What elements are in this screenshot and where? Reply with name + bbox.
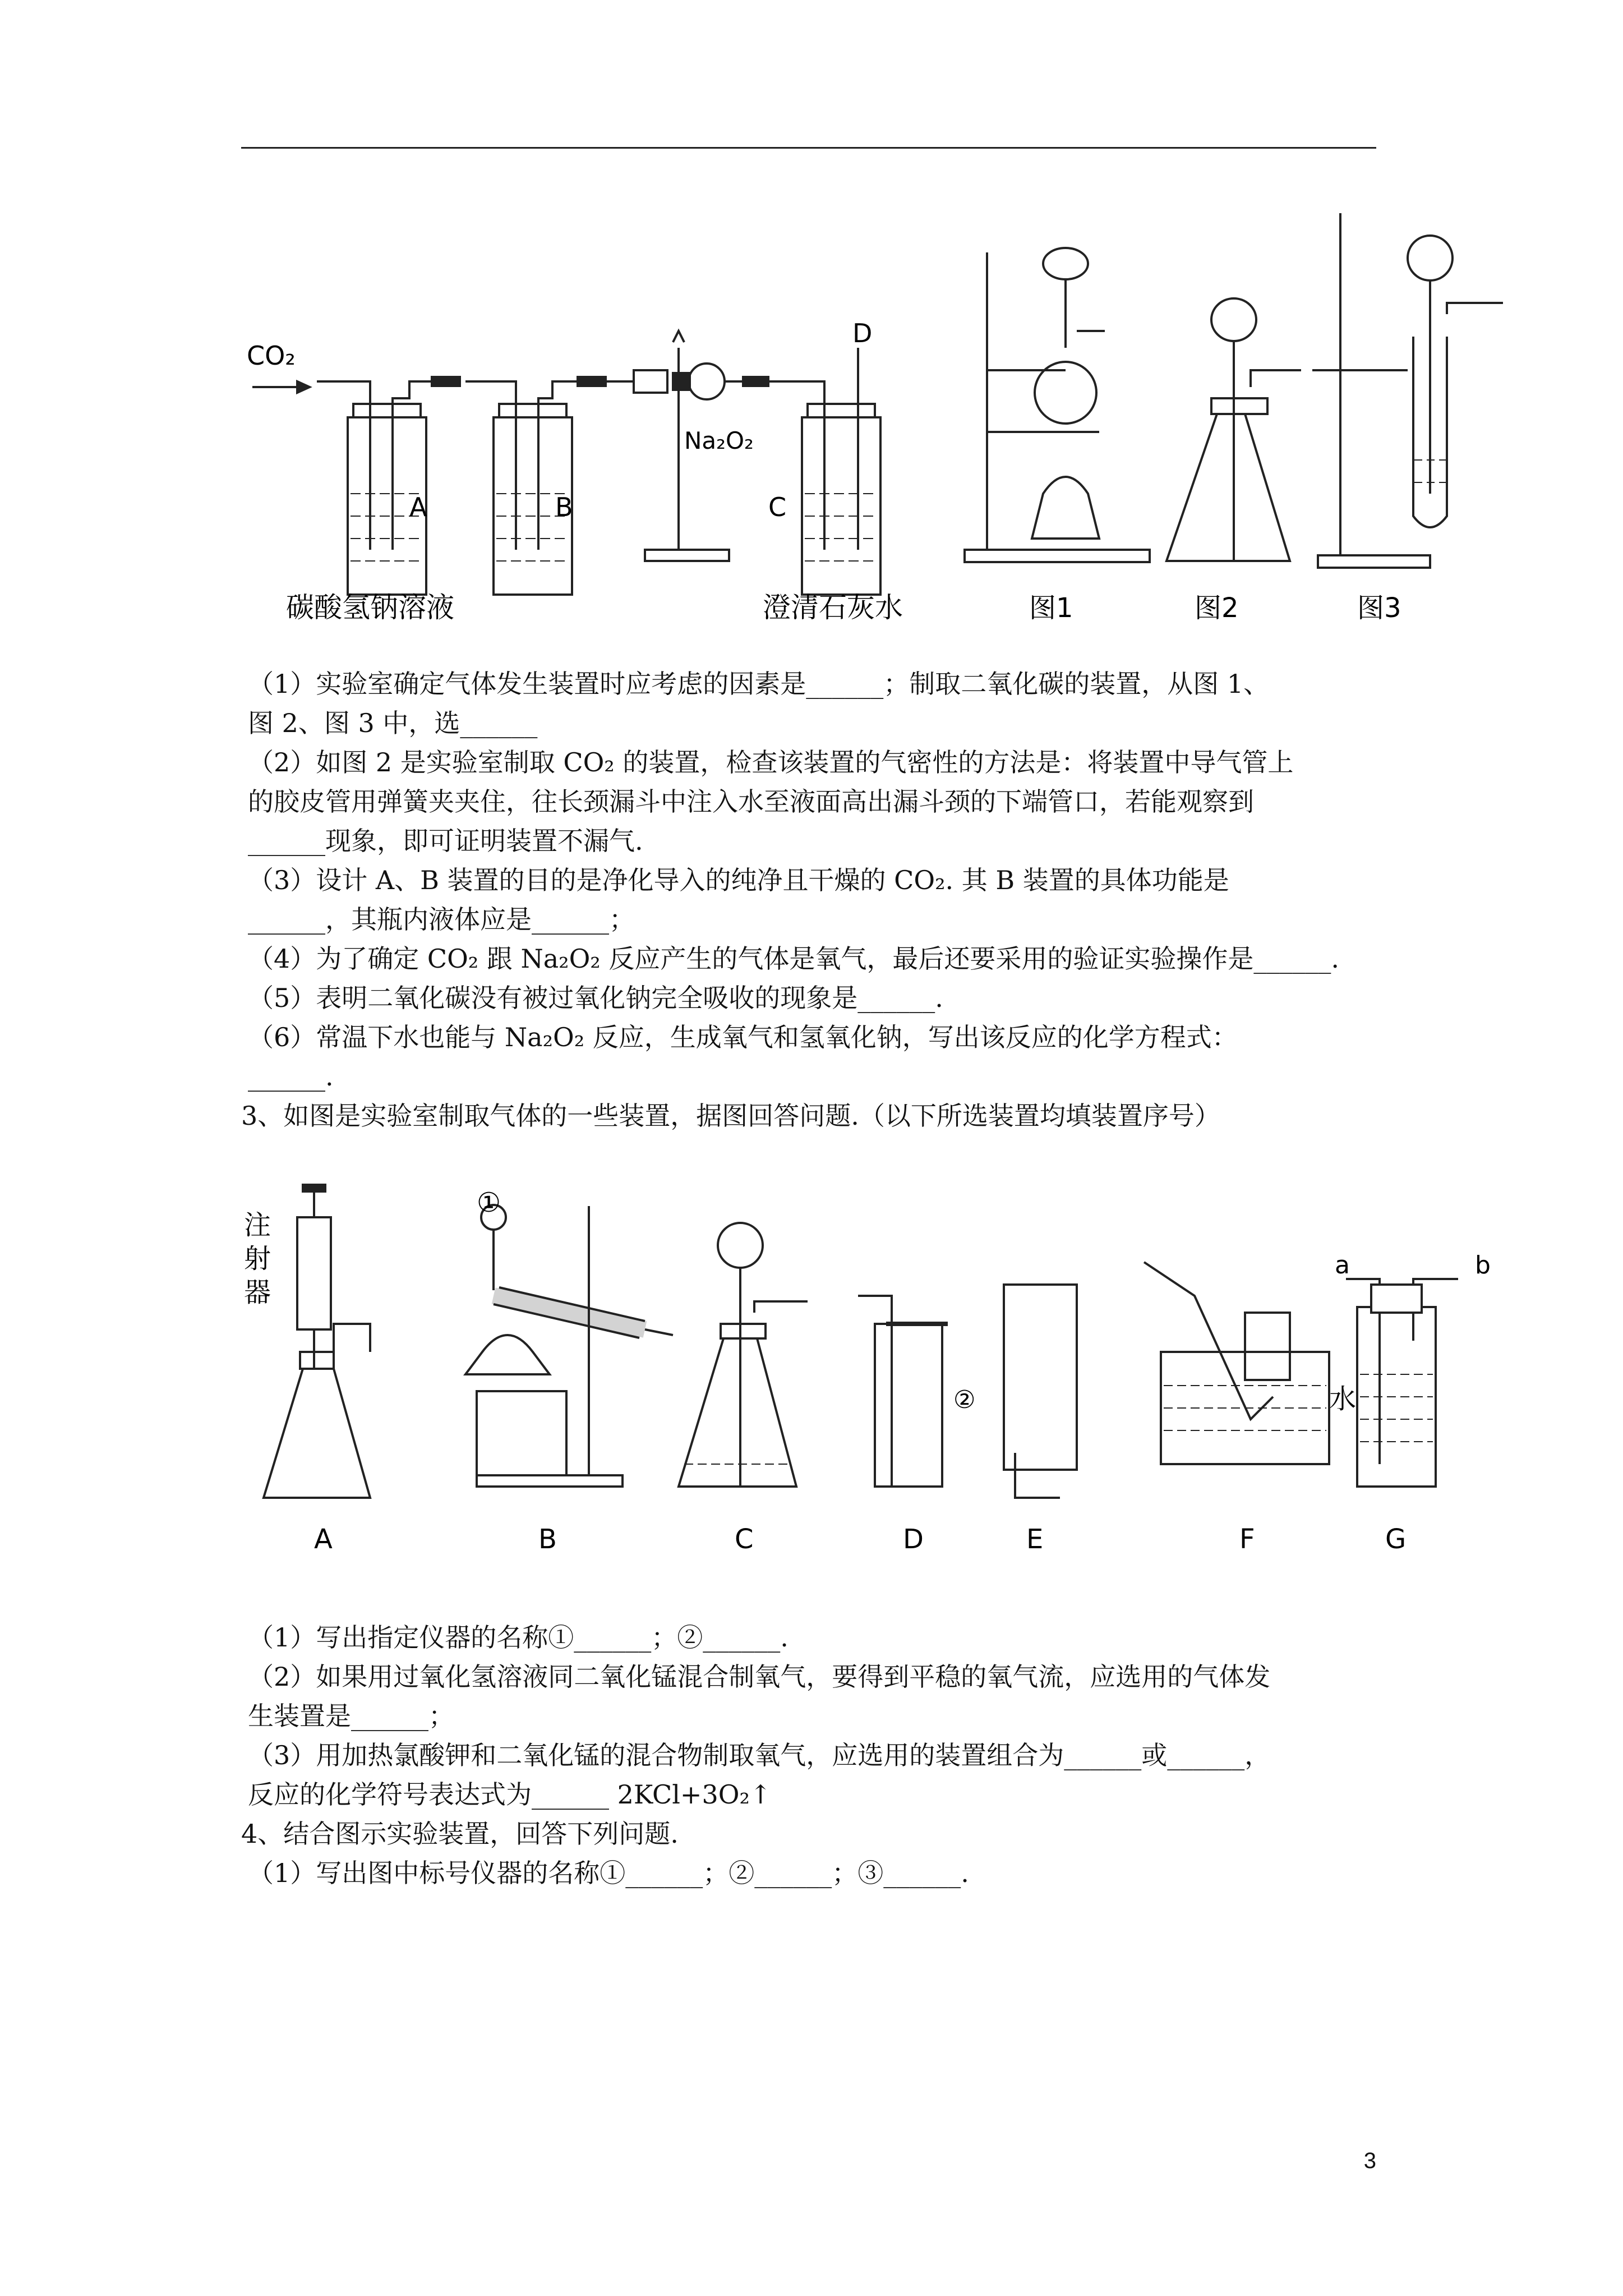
fig2-label: 图2 bbox=[1195, 592, 1239, 624]
header-rule bbox=[241, 147, 1376, 149]
apparatus-label-e: E bbox=[1026, 1524, 1044, 1555]
apparatus-label-d: D bbox=[903, 1524, 924, 1555]
apparatus-label-g: G bbox=[1385, 1524, 1407, 1555]
syringe-label-char3: 器 bbox=[244, 1277, 271, 1308]
q2-part5: （5）表明二氧化碳没有被过氧化钠完全吸收的现象是______. bbox=[248, 983, 943, 1013]
mark-2: ② bbox=[953, 1386, 976, 1414]
apparatus-label-a: A bbox=[314, 1524, 333, 1555]
q3-part2-line2: 生装置是______； bbox=[248, 1701, 454, 1731]
apparatus-label-f: F bbox=[1239, 1524, 1255, 1555]
q2-part6-line2: ______. bbox=[248, 1061, 334, 1092]
q3-part3-line1: （3）用加热氯酸钾和二氧化锰的混合物制取氧气，应选用的装置组合为______或______， bbox=[248, 1740, 1271, 1770]
q2-part2-line2: 的胶皮管用弹簧夹夹住，往长颈漏斗中注入水至液面高出漏斗颈的下端管口，若能观察到 bbox=[248, 786, 1254, 817]
page-number: 3 bbox=[1363, 2148, 1376, 2173]
q2-part3-line1: （3）设计 A、B 装置的目的是净化导入的纯净且干燥的 CO₂. 其 B 装置的具体功能是 bbox=[248, 865, 1229, 895]
tube-d-label: D bbox=[852, 318, 873, 348]
q3-part3-line2: 反应的化学符号表达式为______ 2KCl+3O₂↑ bbox=[248, 1779, 772, 1810]
q4-title: 4、结合图示实验装置，回答下列问题. bbox=[241, 1819, 679, 1849]
co2-inlet-label: CO₂ bbox=[247, 341, 296, 371]
tube-a-label: a bbox=[1335, 1251, 1350, 1280]
mark-1: ① bbox=[477, 1187, 501, 1218]
apparatus-label-c: C bbox=[735, 1524, 754, 1555]
co2-apparatus-figure bbox=[241, 202, 1531, 628]
q2-part1-line1: （1）实验室确定气体发生装置时应考虑的因素是______；制取二氧化碳的装置，从图 1、 bbox=[248, 669, 1270, 699]
q4-part1: （1）写出图中标号仪器的名称①______；②______；③______. bbox=[248, 1858, 969, 1888]
caption-sodium-bicarbonate: 碳酸氢钠溶液 bbox=[286, 591, 454, 624]
na2o2-label: Na₂O₂ bbox=[684, 427, 754, 454]
q2-part1-line2: 图 2、图 3 中，选______ bbox=[248, 708, 538, 738]
q2-part4: （4）为了确定 CO₂ 跟 Na₂O₂ 反应产生的气体是氧气，最后还要采用的验证实验操作是______. bbox=[248, 944, 1339, 974]
water-label: 水 bbox=[1329, 1383, 1357, 1415]
q3-title: 3、如图是实验室制取气体的一些装置，据图回答问题.（以下所选装置均填装置序号） bbox=[241, 1101, 1220, 1131]
q3-part1: （1）写出指定仪器的名称①______；②______. bbox=[248, 1622, 789, 1653]
gas-apparatus-figure bbox=[241, 1184, 1531, 1565]
q3-part2-line1: （2）如果用过氧化氢溶液同二氧化锰混合制氧气，要得到平稳的氧气流，应选用的气体发 bbox=[248, 1662, 1271, 1692]
q2-part2-line3: ______现象，即可证明装置不漏气. bbox=[248, 826, 643, 856]
caption-limewater: 澄清石灰水 bbox=[763, 591, 903, 624]
tube-b-label: b bbox=[1475, 1251, 1491, 1280]
q2-part3-line2: ______，其瓶内液体应是______； bbox=[248, 904, 635, 935]
fig3-label: 图3 bbox=[1357, 592, 1401, 624]
syringe-label-char1: 注 bbox=[244, 1209, 271, 1241]
bottle-b-label: B bbox=[555, 492, 573, 522]
q2-part6-line1: （6）常温下水也能与 Na₂O₂ 反应，生成氧气和氢氧化钠，写出该反应的化学方程式： bbox=[248, 1022, 1238, 1052]
q2-part2-line1: （2）如图 2 是实验室制取 CO₂ 的装置，检查该装置的气密性的方法是：将装置中导气管上 bbox=[248, 747, 1294, 777]
bottle-c-label: C bbox=[768, 492, 787, 522]
fig1-label: 图1 bbox=[1029, 592, 1073, 624]
apparatus-label-b: B bbox=[538, 1524, 557, 1555]
syringe-label-char2: 射 bbox=[244, 1243, 271, 1274]
bottle-a-label: A bbox=[409, 492, 427, 522]
